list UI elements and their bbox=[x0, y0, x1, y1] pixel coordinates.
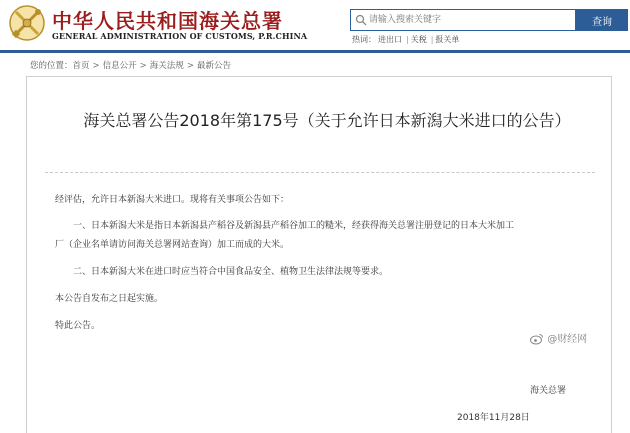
hot-label: 热词： bbox=[352, 35, 376, 44]
search-button[interactable]: 查询 bbox=[576, 9, 628, 31]
article-paragraph: 经评估，允许日本新潟大米进口。现将有关事项公告如下： bbox=[55, 195, 290, 205]
hot-term-link[interactable]: 报关单 bbox=[435, 35, 460, 44]
weibo-watermark bbox=[530, 330, 587, 345]
article-paragraph: 本公告自发布之日起实施。 bbox=[55, 294, 164, 304]
site-header bbox=[0, 0, 630, 48]
hot-terms: 热词： 进出口 | 关税 | 报关单 bbox=[352, 35, 460, 44]
hot-term-link[interactable]: 关税 bbox=[410, 35, 427, 44]
article-paragraph: 特此公告。 bbox=[55, 321, 101, 331]
watermark-text: @财经网 bbox=[547, 334, 588, 345]
article-paragraph: 一、日本新潟大米是指日本新潟县产稻谷及新潟县产稻谷加工的糙米，经获得海关总署注册登记的日本大米加工 bbox=[73, 221, 515, 231]
site-logo-subtitle[interactable]: GENERAL ADMINISTRATION OF CUSTOMS, P.R.CHINA bbox=[52, 31, 308, 41]
weibo-icon bbox=[530, 333, 544, 345]
site-logo-title[interactable]: 中华人民共和国海关总署 bbox=[52, 9, 283, 33]
header-divider bbox=[0, 50, 630, 53]
hot-term-link[interactable]: 进出口 bbox=[378, 35, 402, 44]
breadcrumb-prefix: 您的位置： bbox=[30, 61, 73, 71]
breadcrumb-link-latest[interactable]: 最新公告 bbox=[196, 61, 231, 71]
article-card bbox=[26, 76, 612, 433]
breadcrumb: 您的位置：首页 > 信息公开 > 海关法规 > 最新公告 bbox=[30, 61, 231, 71]
article-title: 海关总署公告2018年第175号（关于允许日本新潟大米进口的公告） bbox=[83, 111, 571, 130]
breadcrumb-link-regulations[interactable]: 海关法规 bbox=[149, 61, 184, 71]
article-paragraph: 厂（企业名单请访问海关总署网站查询）加工而成的大米。 bbox=[55, 240, 290, 250]
breadcrumb-link-home[interactable]: 首页 bbox=[72, 61, 90, 71]
article-paragraph: 二、日本新潟大米在进口时应当符合中国食品安全、植物卫生法律法规等要求。 bbox=[73, 267, 389, 277]
title-divider bbox=[45, 172, 595, 173]
search-icon bbox=[355, 14, 367, 26]
article-signer: 海关总署 bbox=[530, 386, 567, 396]
breadcrumb-link-info[interactable]: 信息公开 bbox=[102, 61, 137, 71]
customs-emblem-icon bbox=[8, 4, 46, 42]
search-input[interactable] bbox=[350, 9, 576, 31]
article-date: 2018年11月28日 bbox=[457, 413, 530, 423]
